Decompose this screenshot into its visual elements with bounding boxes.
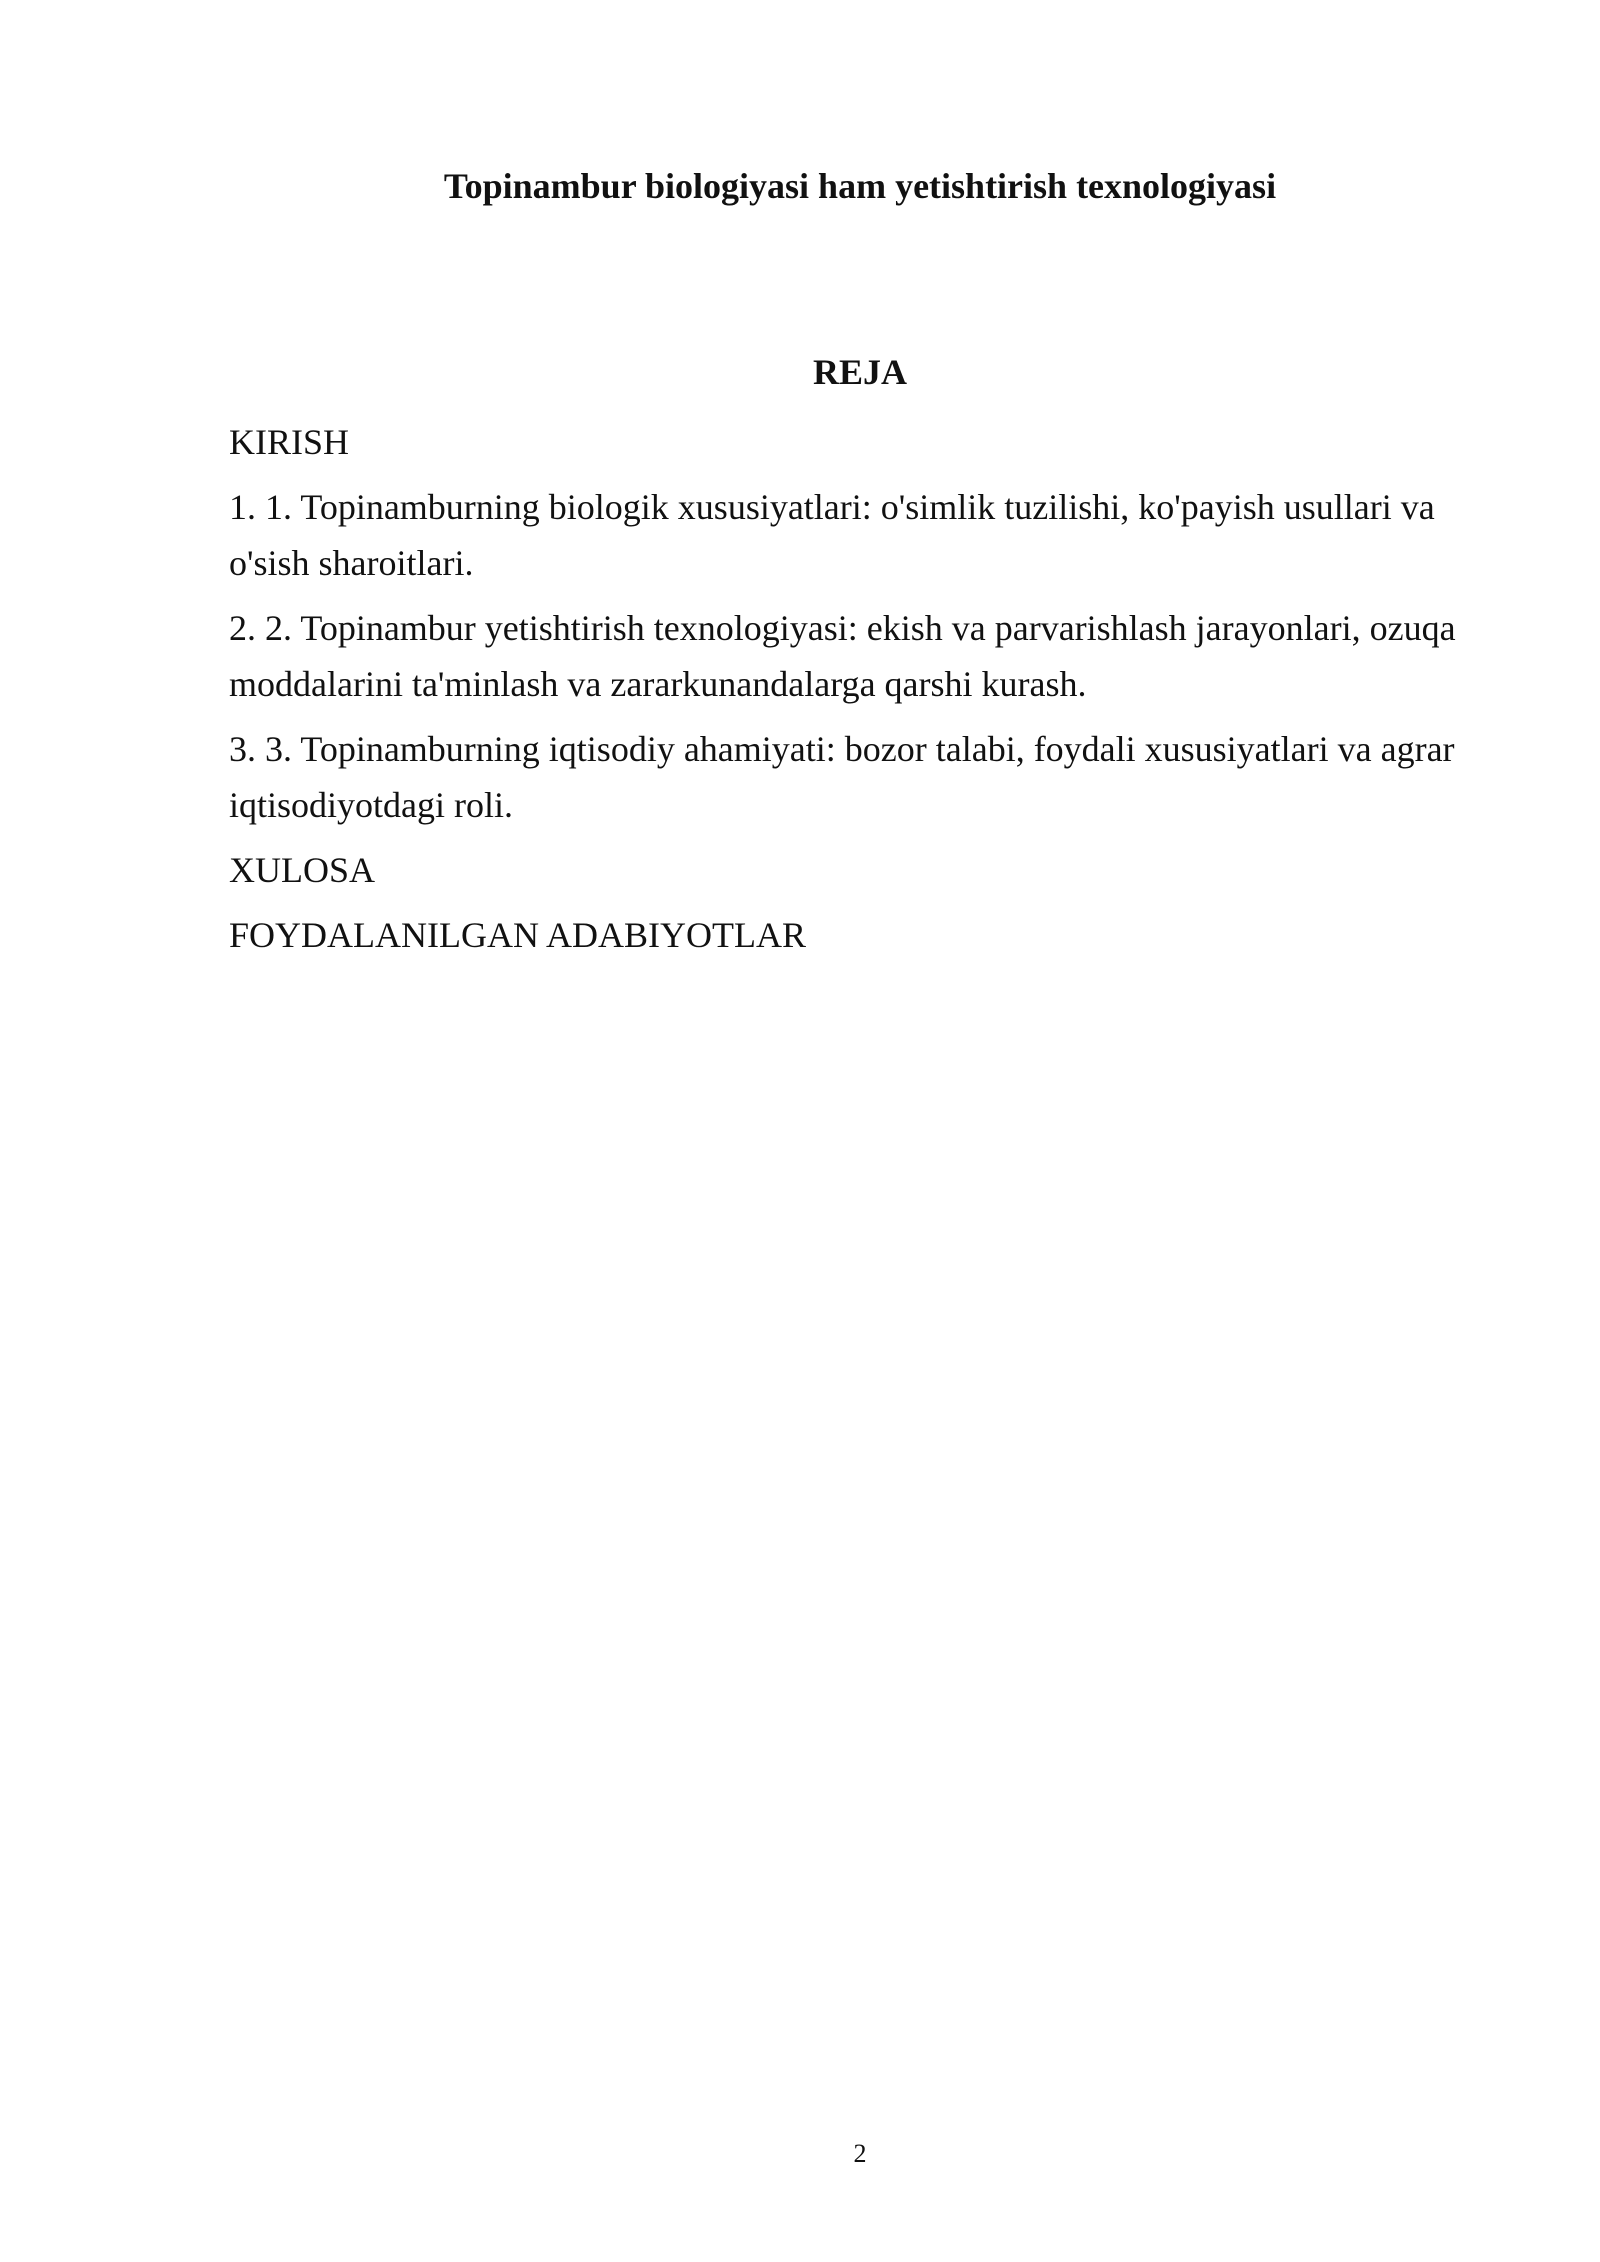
plan-item-introduction: KIRISH bbox=[229, 422, 350, 462]
plan-heading: REJA bbox=[812, 352, 907, 392]
document-title: Topinambur biologiyasi ham yetishtirish texnologiyasi bbox=[443, 166, 1277, 206]
plan-item-3: 3. 3. Topinamburning iqtisodiy ahamiyati: bozor talabi, foydali xususiyatlari va agrar iqtisodiyotdagi roli. bbox=[229, 729, 1455, 825]
plan-list bbox=[229, 414, 1479, 972]
plan-item-2: 2. 2. Topinambur yetishtirish texnologiyasi: ekish va parvarishlash jarayonlari, ozuqa moddalarini ta'minlash va zararkunandalarga qarshi kurash. bbox=[229, 608, 1456, 704]
plan-item-1: 1. 1. Topinamburning biologik xususiyatlari: o'simlik tuzilishi, ko'payish usullari va o'sish sharoitlari. bbox=[229, 487, 1435, 583]
plan-item-conclusion: XULOSA bbox=[229, 850, 376, 890]
page-number: 2 bbox=[853, 2139, 867, 2168]
plan-item-references: FOYDALANILGAN ADABIYOTLAR bbox=[229, 915, 806, 955]
